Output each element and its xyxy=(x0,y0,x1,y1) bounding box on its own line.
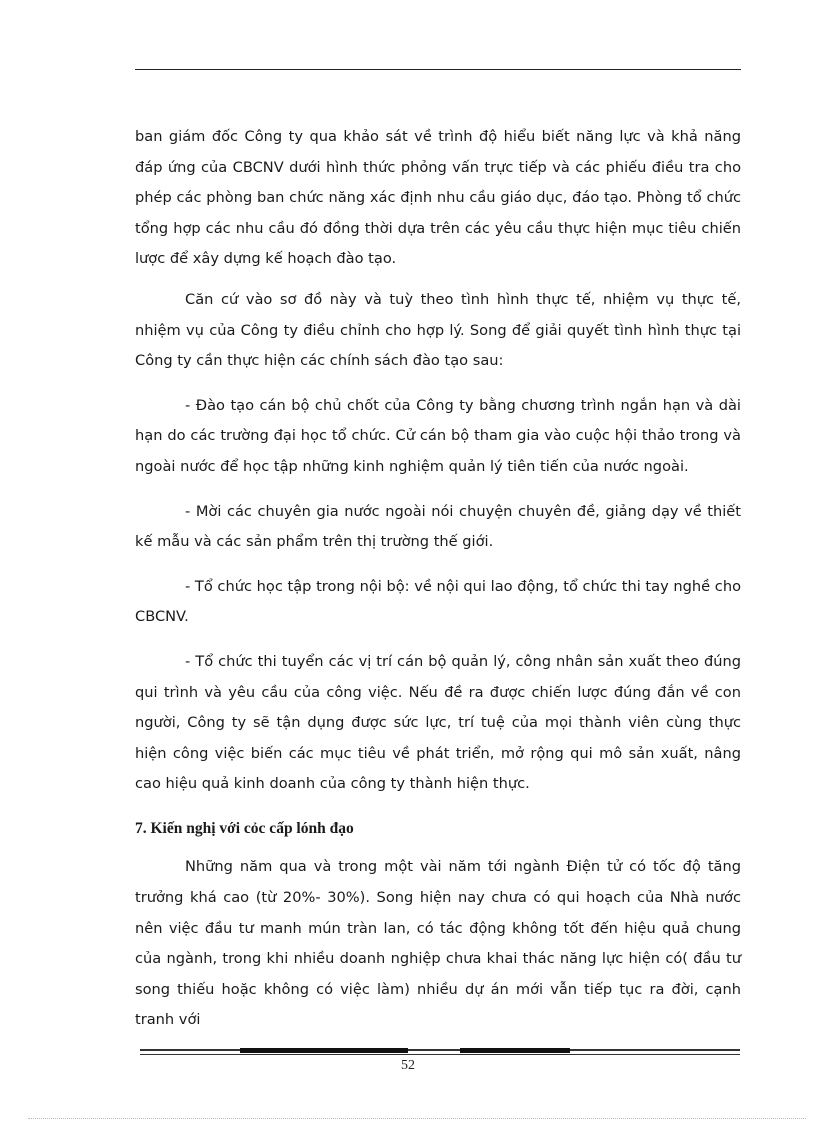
header-rule xyxy=(135,69,741,70)
paragraph: Những năm qua và trong một vài năm tới ngành Điện tử có tốc độ tăng trưởng khá cao (từ 20%- 30%). Song hiện nay chưa có qui hoạch của Nhà nước nên việc đầu tư manh mún tràn lan, có tác động không tốt đến hiệu quả chung của ngành, trong khi nhiều doanh nghiệp chưa khai thác năng lực hiện có( đầu tư song thiếu hoặc không có việc làm) nhiều dự án mới vẫn tiếp tục ra đời, cạnh tranh với xyxy=(135,858,741,1029)
bullet-paragraph: - Mời các chuyên gia nước ngoài nói chuyện chuyên đề, giảng dạy về thiết kế mẫu và các sản phẩm trên thị trường thế giới. xyxy=(135,502,741,551)
paragraph: ban giám đốc Công ty qua khảo sát về trình độ hiểu biết năng lực và khả năng đáp ứng của CBCNV dưới hình thức phỏng vấn trực tiếp và các phiếu điều tra cho phép các phòng ban chức năng xác định nhu cầu giáo dục, đáo tạo. Phòng tổ chức tổng hợp các nhu cầu đó đồng thời dựa trên các yêu cầu thực hiện mục tiêu chiến lược để xây dựng kế hoạch đào tạo. xyxy=(135,128,741,268)
document-body xyxy=(135,122,741,1050)
footer-rule xyxy=(140,1049,740,1055)
bullet-paragraph: - Tổ chức học tập trong nội bộ: về nội qui lao động, tổ chức thi tay nghề cho CBCNV. xyxy=(135,577,741,626)
page-number: 52 xyxy=(401,1058,415,1073)
bullet-paragraph: - Tổ chức thi tuyển các vị trí cán bộ quản lý, công nhân sản xuất theo đúng qui trình và yêu cầu của công việc. Nếu đề ra được chiến lược đúng đắn về con người, Công ty sẽ tận dụng được sức lực, trí tuệ của mọi thành viên cùng thực hiện công việc biến các mục tiêu về phát triển, mở rộng qui mô sản xuất, nâng cao hiệu quả kinh doanh của công ty thành hiện thực. xyxy=(135,652,741,793)
page-edge-divider xyxy=(28,1118,806,1119)
bullet-paragraph: - Đào tạo cán bộ chủ chốt của Công ty bằng chương trình ngắn hạn và dài hạn do các trường đại học tổ chức. Cử cán bộ tham gia vào cuộc hội thảo trong và ngoài nước để học tập những kinh nghiệm quản lý tiên tiến của nước ngoài. xyxy=(135,396,741,475)
paragraph: Căn cứ vào sơ đồ này và tuỳ theo tình hình thực tế, nhiệm vụ thực tế, nhiệm vụ của Công ty điều chỉnh cho hợp lý. Song để giải quyết tình hình thực tại Công ty cần thực hiện các chính sách đào tạo sau: xyxy=(135,290,741,370)
section-heading: 7. Kiến nghị với cỏc cấp lónh đạo xyxy=(135,819,354,837)
